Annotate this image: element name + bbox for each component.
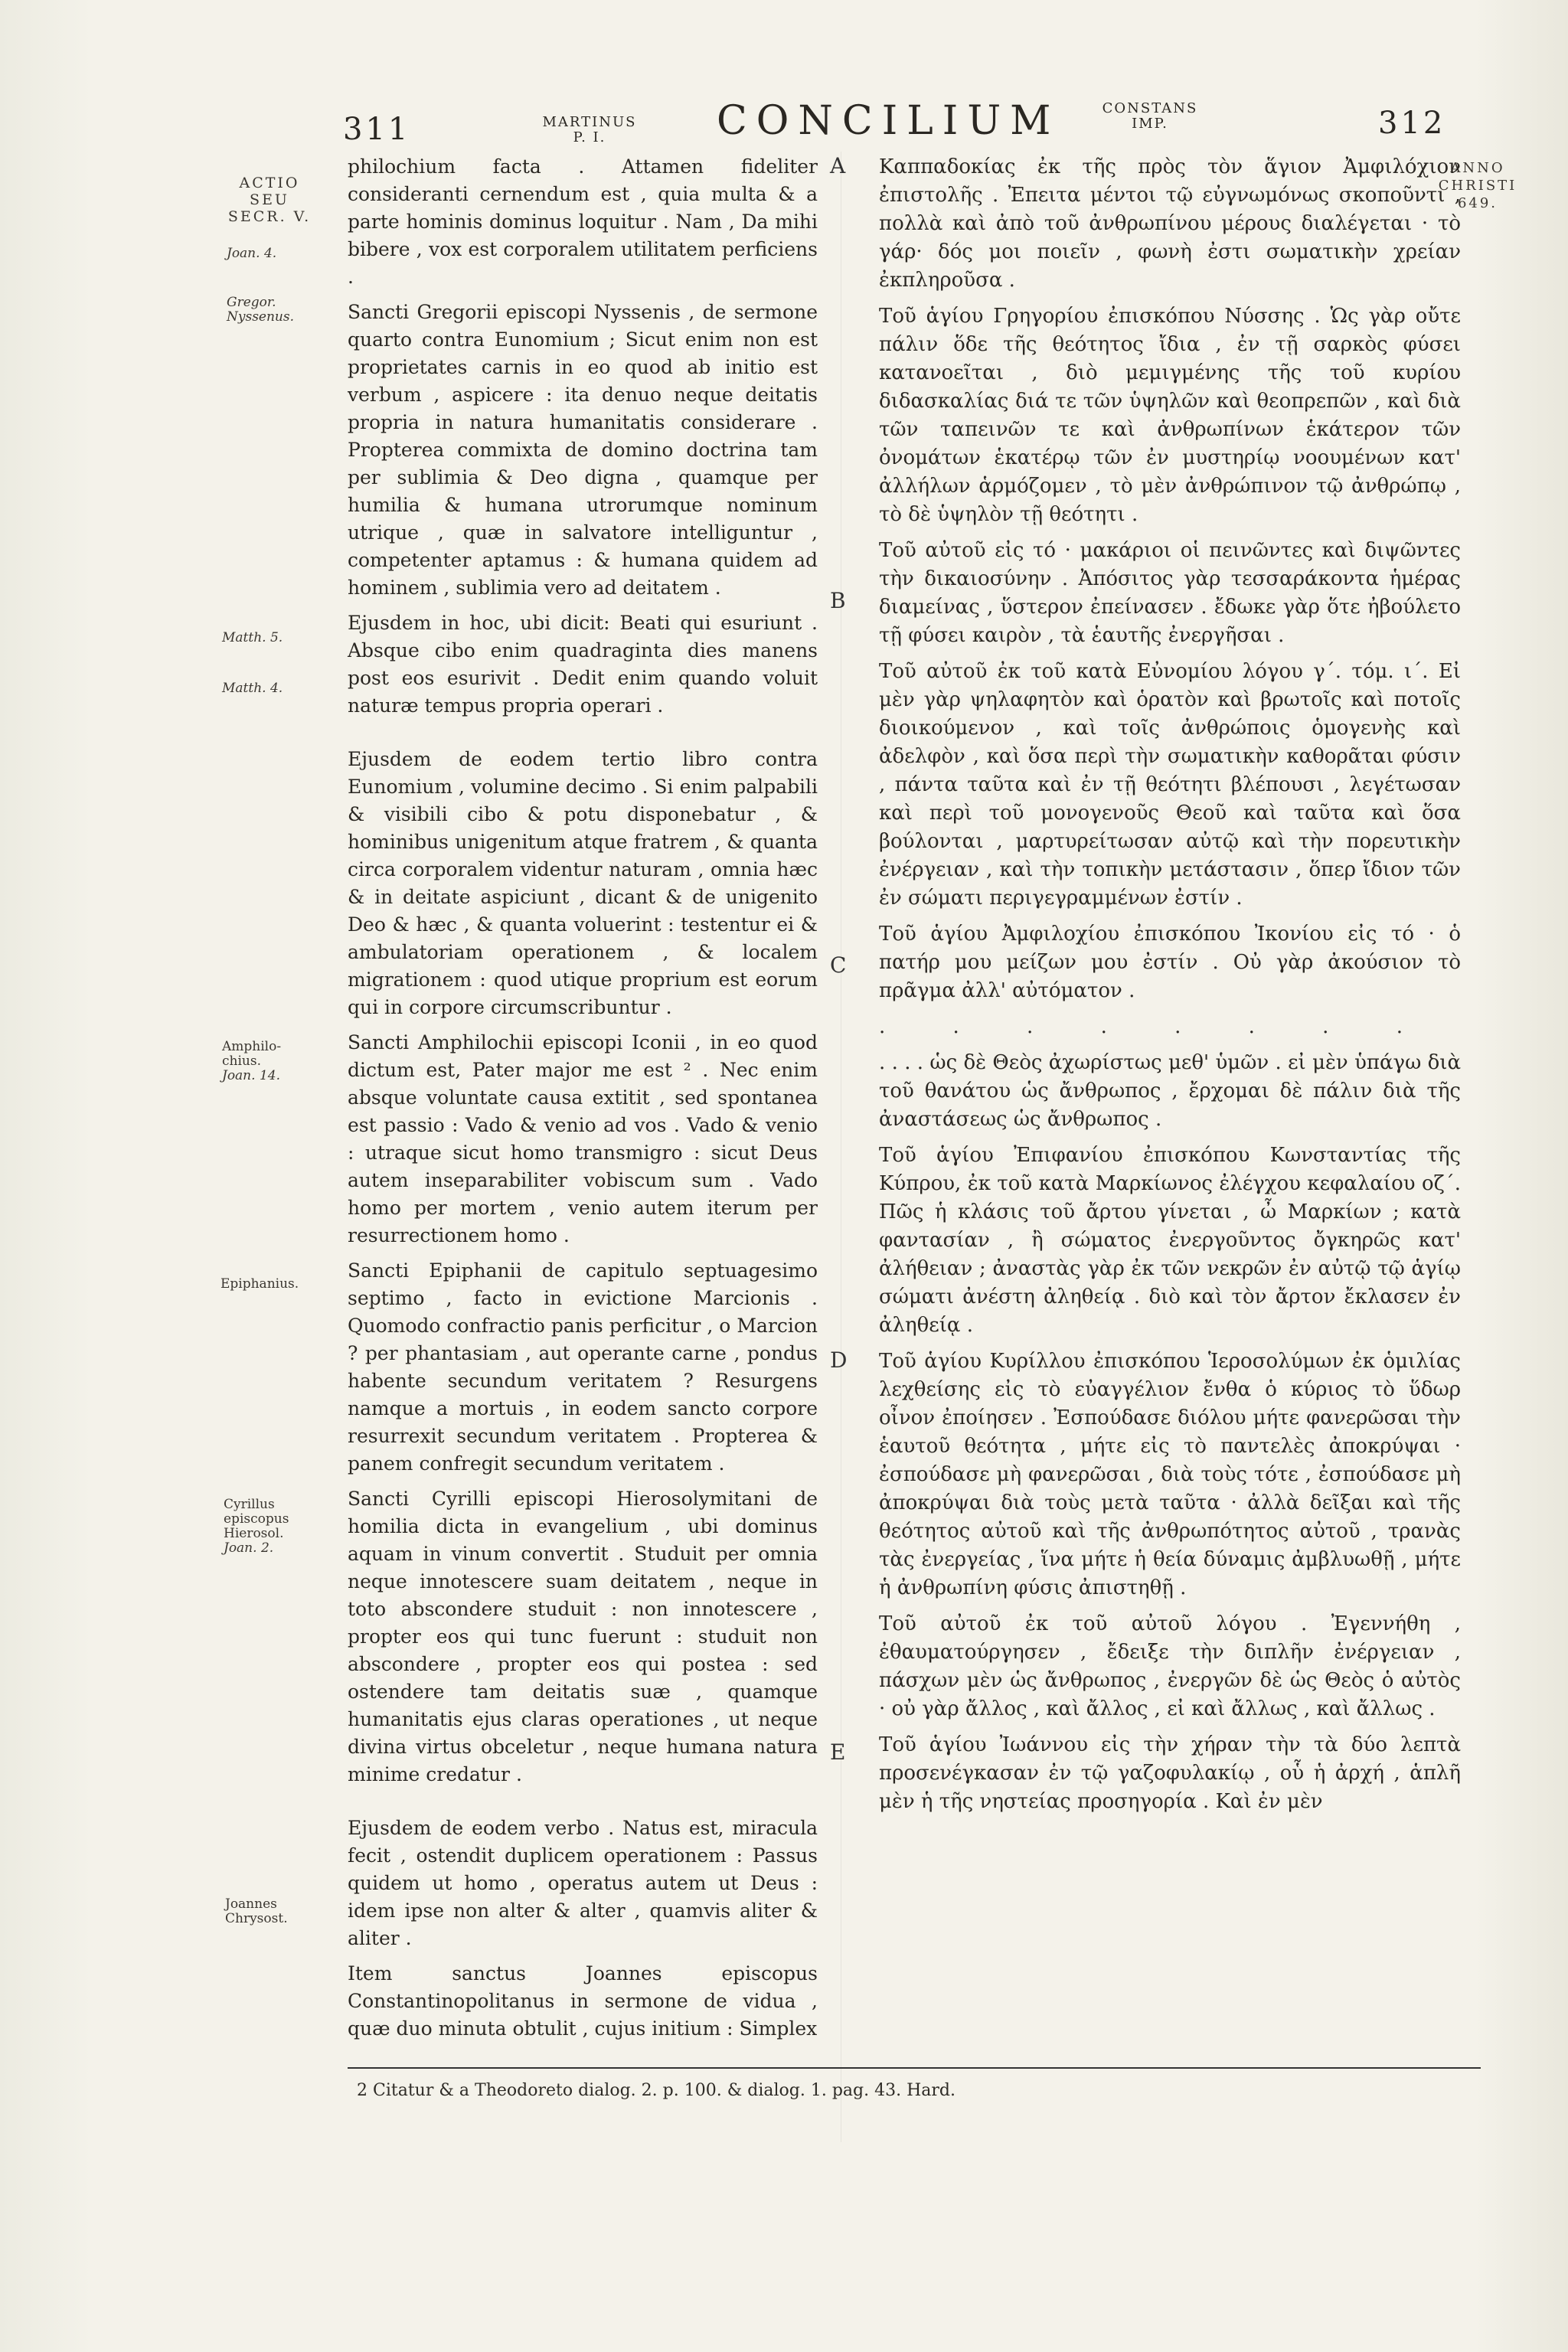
margin-cyrillus-line-3: Hierosol. (224, 1526, 284, 1541)
margin-amphilochius-line-1: Amphilo- (222, 1039, 282, 1054)
margin-amphilochius-line-2: chius. (222, 1054, 261, 1069)
margin-actio-line-1: ACTIO (239, 175, 300, 191)
latin-paragraph: Sancti Cyrilli episcopi Hierosolymitani de homilia dicta in evangelium , ubi dominus aquam in vinum convertit . Studuit per omnia neque innotescere suam deitatem , neque in toto abscondere studuit : non innotescere , propter eos qui tunc fuerunt : studuit non abscondere , propter eos qui postea : sed ostendere tam deitatis suæ , quamque humanitatis ejus claras operationes , ut neque divina virtus obceletur , neque humana natura minime credatur . (348, 1488, 818, 1785)
footnote: 2 Citatur & a Theodoreto dialog. 2. p. 100. & dialog. 1. pag. 43. Hard. (357, 2081, 956, 2100)
greek-paragraph: Τοῦ ἁγίου Ἰωάννου εἰς τὴν χήραν τὴν τὰ δύο λεπτὰ προσενέγκασαν ἐν τῷ γαζοφυλακίῳ , οὗ ἡ ἀρχή , ἁπλῆ μὲν ἡ τῆς νηστείας προσηγορία . Καὶ ἐν μὲν (879, 1733, 1461, 1813)
greek-paragraph: Τοῦ ἁγίου Ἀμφιλοχίου ἐπισκόπου Ἰκονίου εἰς τό · ὁ πατήρ μου μείζων μου ἐστίν . Οὐ γὰρ ἀκούσιον τὸ πρᾶγμα ἀλλ' αὐτόματον . (879, 923, 1461, 1002)
margin-gregor-line-2: Nyssenus. (227, 309, 295, 325)
greek-paragraph: Καππαδοκίας ἐκ τῆς πρὸς τὸν ἅγιον Ἀμφιλόχιον ἐπιστολῆς . Ἐπειτα μέντοι τῷ εὐγνωμόνως σκοποῦντι , πολλὰ καὶ ἀπὸ τοῦ ἀνθρωπίνου μέρους διαλέγεται · τὸ γάρ· δός μοι ποιεῖν , φωνὴ ἐστι σωματικὴν χρείαν ἐκπληροῦσα . (879, 155, 1461, 292)
greek-paragraph: Τοῦ ἁγίου Κυρίλλου ἐπισκόπου Ἱεροσολύμων ἐκ ὁμιλίας λεχθείσης εἰς τὸ εὐαγγέλιον ἔνθα ὁ κύριος τὸ ὕδωρ οἶνον ἐποίησεν . Ἐσπούδασε διόλου μήτε φανερῶσαι τὴν ἑαυτοῦ θεότητα , μήτε εἰς τὸ παντελὲς ἀποκρύψαι · ἐσπούδασε μὴ φανερῶσαι , διὰ τοὺς τότε , ἐσπούδασε μὴ ἀποκρύψαι διὰ τοὺς μετὰ ταῦτα · ἀλλὰ δεῖξαι καὶ τῆς θεότητος αὐτοῦ καὶ τῆς ἀνθρωπότητος αὐτοῦ , τρανὰς τὰς ἐνεργείας , ἵνα μήτε ἡ θεία δύναμις ἀμβλυωθῇ , μήτε ἡ ἀνθρωπίνη φύσις ἀπιστηθῇ . (879, 1350, 1461, 1599)
latin-paragraph: Sancti Amphilochii episcopi Iconii , in eo quod dictum est, Pater major me est ² . Nec enim absque voluntate causa extitit , sed spontanea est passio : Vado & venio ad vos . Vado & venio : utraque sicut homo transmigro : sicut Deus autem inseparabiliter vobiscum sum . Vado homo per mortem , venio autem iterum per resurrectionem homo . (348, 1031, 818, 1246)
latin-paragraph: Item sanctus Joannes episcopus Constantinopolitanus in sermone de vidua , quæ duo minuta obtulit , cujus initium : Simplex (348, 1962, 818, 2040)
page-number-left: 311 (343, 112, 411, 147)
latin-paragraph: philochium facta . Attamen fideliter consideranti cernendum est , quia multa & a parte hominis dominus loquitur . Nam , Da mihi bibere , vox est corporalem utilitatem perficiens . (348, 155, 818, 288)
margin-joan4: Joan. 4. (227, 246, 277, 261)
margin-actio-line-3: SECR. V. (227, 208, 312, 225)
margin-anno-line-1: ANNO (1450, 160, 1505, 176)
latin-paragraph: Sancti Epiphanii de capitulo septuagesimo septimo , facto in evictione Marcionis . Quomodo confractio panis perficitur , o Marcion ? per phantasiam , aut operante carne , pondus habente secundum veritatem ? Resurgens namque a mortuis , in eodem sancto corpore resurrexit secundum veritatem . Propterea & panem confregit secundum veritatem . (348, 1259, 818, 1475)
margin-cyrillus (224, 1498, 289, 1556)
section-letter-c: C (830, 952, 847, 978)
section-letter-b: B (830, 588, 846, 613)
greek-paragraph: Τοῦ αὐτοῦ ἐκ τοῦ κατὰ Εὐνομίου λόγου γ΄. τόμ. ι΄. Εἰ μὲν γὰρ ψηλαφητὸν καὶ ὁρατὸν καὶ βρωτοῖς καὶ ποτοῖς διοικούμενον , καὶ τοῖς ἀνθρώποις ὁμογενὴς καὶ ἀδελφὸν , καὶ ὅσα περὶ τὴν σωματικὴν καθορᾶται φύσιν , πάντα ταῦτα καὶ ἐν τῇ θεότητι βλέπουσι , λεγέτωσαν καὶ περὶ τοῦ μονογενοῦς Θεοῦ καὶ ταῦτα καὶ ὅσα βούλονται , μαρτυρείτωσαν αὐτῷ καὶ τὴν πορευτικὴν ἐνέργειαν , καὶ τὴν τοπικὴν μετάστασιν , ὅπερ ἴδιον τῶν ἐν σώματι περιγεγραμμένων ἐστίν . (879, 660, 1461, 910)
section-letter-a: A (830, 153, 846, 178)
margin-epiphanius: Epiphanius. (220, 1276, 299, 1292)
footnote-rule (348, 2067, 1481, 2069)
greek-column (879, 153, 1461, 1824)
latin-paragraph: Ejusdem in hoc, ubi dicit: Beati qui esuriunt . Absque cibo enim quadraginta dies manens post eos esurivit . Dedit enim quando voluit naturæ tempus propria operari . (348, 612, 818, 717)
greek-paragraph: Τοῦ ἁγίου Γρηγορίου ἐπισκόπου Νύσσης . Ὡς γὰρ οὔτε πάλιν ὅδε τῆς θεότητος ἴδια , ἐν τῇ σαρκὸς φύσει κατανοεῖται , διὸ μεμιγμένης τῆς τοῦ κυρίου διδασκαλίας διά τε τῶν ὑψηλῶν καὶ θεοπρεπῶν , καὶ διὰ τῶν ταπεινῶν τε καὶ ἀνθρωπίνων ἑκάτερον τῶν ὀνομάτων ἑκατέρῳ τῶν ἐν μυστηρίῳ νοουμένων κατ' ἀλλήλων ἁρμόζομεν , τὸ μὲν ἀνθρώπινον τῷ ἀνθρώπῳ , τὸ δὲ ὑψηλὸν τῇ θεότητι . (879, 305, 1461, 526)
greek-paragraph: . . . . ὡς δὲ Θεὸς ἀχωρίστως μεθ' ὑμῶν . εἰ μὲν ὑπάγω διὰ τοῦ θανάτου ὡς ἄνθρωπος , ἔρχομαι δὲ πάλιν διὰ τῆς ἀναστάσεως ὡς ἄνθρωπος . (879, 1051, 1461, 1131)
greek-paragraph: Τοῦ αὐτοῦ ἐκ τοῦ αὐτοῦ λόγου . Ἐγεννήθη , ἐθαυματούργησεν , ἔδειξε τὴν διπλῆν ἐνέργειαν , πάσχων μὲν ὡς ἄνθρωπος , ἐνεργῶν δὲ ὡς Θεὸς ὁ αὐτὸς · οὐ γὰρ ἄλλος , καὶ ἄλλος , εἰ καὶ ἄλλως , καὶ ἄλλως . (879, 1612, 1461, 1720)
latin-paragraph: Sancti Gregorii episcopi Nyssenis , de sermone quarto contra Eunomium ; Sicut enim non est proprietates carnis in eo quod ab initio est verbum , aspicere : ita denuo neque deitatis propria in natura humanitatis considerare . Propterea commixta de domino doctrina tam per sublimia & Deo digna , quamque per humilia & humana utrorumque nominum utrique , quæ in salvatore intelliguntur , competenter aptamus : & humana quidem ad hominem , sublimia vero ad deitatem . (348, 301, 818, 599)
latin-paragraph: Ejusdem de eodem verbo . Natus est, miracula fecit , ostendit duplicem operationem : Passus quidem ut homo , operatus autem ut Deus : idem ipse non alter & alter , quamvis aliter & aliter . (348, 1817, 818, 1949)
greek-ellipsis: . . . . . . . . (879, 1015, 1433, 1038)
margin-joannes-line-2: Chrysost. (225, 1911, 288, 1926)
margin-gregor-line-1: Gregor. (227, 295, 276, 310)
margin-gregor (227, 296, 294, 325)
section-letter-d: D (830, 1348, 848, 1373)
margin-cyrillus-line-2: episcopus (224, 1511, 289, 1527)
header-left-line-2: P. I. (573, 129, 606, 145)
latin-paragraph: Ejusdem de eodem tertio libro contra Eunomium , volumine decimo . Si enim palpabili & visibili cibo & potu disponebatur , & hominibus unigenitum atque fratrem , & quanta circa corporalem videntur naturam , omnia hæc & in deitate aspiciunt , dicant & de unigenito Deo & hæc , & quanta voluerint : testentur ei & ambulatoriam operationem , & localem migrationem : quod utique proprium est eorum qui in corpore circumscribuntur . (348, 748, 818, 1018)
margin-joannes (225, 1897, 288, 1926)
margin-amphilochius (222, 1040, 281, 1083)
margin-matth4: Matth. 4. (222, 681, 283, 696)
running-title: CONCILIUM (717, 98, 1060, 144)
header-right-line-1: CONSTANS (1102, 100, 1198, 116)
page-number-right: 312 (1378, 106, 1446, 141)
margin-joannes-line-1: Joannes (225, 1896, 277, 1912)
header-right-label (1089, 101, 1211, 132)
margin-matth5: Matth. 5. (222, 630, 283, 645)
header-left-line-1: MARTINUS (542, 114, 637, 130)
latin-column (348, 153, 818, 2050)
header-left-label (536, 115, 643, 145)
greek-paragraph: Τοῦ ἁγίου Ἐπιφανίου ἐπισκόπου Κωνσταντίας τῆς Κύπρου, ἐκ τοῦ κατὰ Μαρκίωνος ἐλέγχου κεφαλαίου οζ΄. Πῶς ἡ κλάσις τοῦ ἄρτου γίνεται , ὦ Μαρκίων ; κατὰ φαντασίαν , ἢ σώματος ἐνεργοῦντος ὄγκηρῶς κατ' ἀλήθειαν ; ἀναστὰς γὰρ ἐκ τῶν νεκρῶν ἐν αὐτῷ τῷ ἁγίῳ σώματι ἀνέστη ἀληθείᾳ . διὸ καὶ τὸν ἄρτον ἔκλασεν ἐν ἀληθείᾳ . (879, 1144, 1461, 1337)
margin-cyrillus-line-4: Joan. 2. (224, 1540, 274, 1556)
margin-actio (224, 175, 315, 225)
greek-paragraph: Τοῦ αὐτοῦ εἰς τό · μακάριοι οἱ πεινῶντες καὶ διψῶντες τὴν δικαιοσύνην . Ἀπόσιτος γὰρ τεσσαράκοντα ἡμέρας διαμείνας , ὕστερον ἐπείνασεν . ἔδωκε γὰρ ὅτε ἠβούλετο τῇ φύσει καιρὸν , τὰ ἑαυτῆς ἐνεργῆσαι . (879, 539, 1461, 647)
section-letter-e: E (830, 1740, 846, 1765)
margin-actio-line-2: SEU (250, 191, 289, 208)
margin-anno-line-2: CHRISTI (1438, 178, 1517, 194)
margin-cyrillus-line-1: Cyrillus (224, 1497, 275, 1512)
header-right-line-2: IMP. (1132, 116, 1168, 132)
margin-anno-line-3: 649. (1457, 195, 1498, 211)
margin-amphilochius-line-3: Joan. 14. (222, 1068, 280, 1083)
